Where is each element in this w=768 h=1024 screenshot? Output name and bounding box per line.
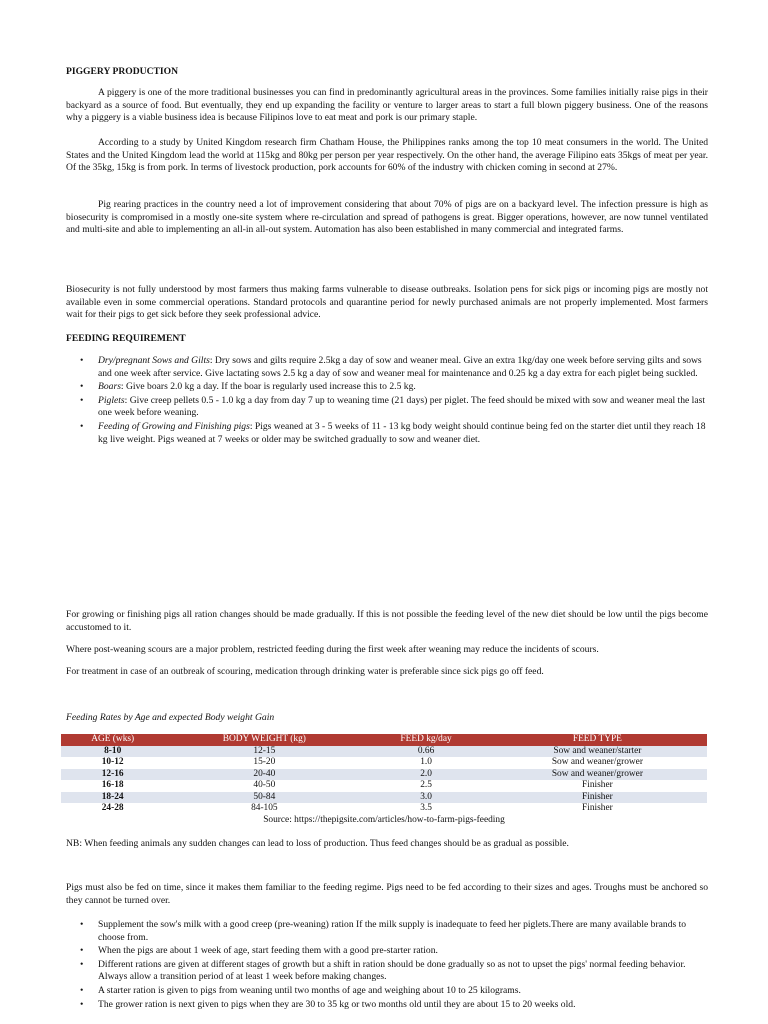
intro-paragraph-3: Pig rearing practices in the country need a lot of improvement considering that about 70% of pigs are on a backyard level. The infection pressure is high as biosecurity is compromised in a mostly one-site system where re-circulation and spread of pathogens is great. Bigger operations, however, are now tunnel ventilated and multi-site and able to implementing an all-in all-out system. Automation has also been established in many commercial and integrated farms.: [66, 199, 708, 236]
col-header-feed-rate: FEED kg/day: [364, 734, 487, 746]
col-header-body-weight: BODY WEIGHT (kg): [164, 734, 364, 746]
cell-feed-rate: 2.0: [364, 769, 487, 781]
table-source-row: [61, 815, 707, 827]
list-item: • Different rations are given at different stages of growth but a shift in ration should be done gradually so as not to upset the pigs' normal feeding behavior. Always allow a transition period of at least 1 week before making changes.: [66, 959, 708, 984]
cell-feed-rate: 1.0: [420, 757, 432, 767]
feeding-list: [66, 355, 708, 447]
table-row: [61, 780, 707, 792]
cell-feed-rate: 3.0: [364, 792, 487, 804]
cell-body-weight: 50-84: [164, 792, 364, 804]
list-item: • When the pigs are about 1 week of age, start feeding them with a good pre-starter ration.: [66, 945, 708, 958]
cell-feed-rate: 2.5: [420, 780, 432, 790]
cell-body-weight: 84-105: [251, 803, 278, 813]
feeding-rates-table: [61, 734, 707, 826]
biosecurity-paragraph: Biosecurity is not fully understood by most farmers thus making farms vulnerable to disease outbreaks. Isolation pens for sick pigs or incoming pigs are mostly not available even in some commercial operations. Standard protocols and quarantine period for newly purchased animals are not properly implemented. Most farmers wait for their pigs to get sick before they seek professional advice.: [66, 284, 708, 321]
cell-age: 10-12: [101, 757, 124, 767]
cell-feed-type: Finisher: [488, 792, 707, 804]
cell-age: 24-28: [101, 803, 124, 813]
cell-age: 16-18: [101, 780, 124, 790]
cell-body-weight: 12-15: [164, 746, 364, 758]
list-item: • Dry/pregnant Sows and Gilts: Dry sows and gilts require 2.5kg a day of sow and weaner meal. Give an extra 1kg/day one week before serving gilts and sows and one week after service. Give lactating sows 2.5 kg a day of sow and weaner meal for maintenance and 0.25 kg a day extra for each piglet being suckled.: [66, 355, 708, 380]
cell-age: 8-10: [61, 746, 164, 758]
cell-body-weight: 15-20: [253, 757, 276, 767]
cell-body-weight: 20-40: [164, 769, 364, 781]
cell-feed-type: Sow and weaner/grower: [551, 757, 643, 767]
cell-feed-type: Sow and weaner/starter: [488, 746, 707, 758]
cell-feed-rate: 3.5: [420, 803, 432, 813]
cell-body-weight: 40-50: [253, 780, 276, 790]
regime-paragraph: Pigs must also be fed on time, since it makes them familiar to the feeding regime. Pigs need to be fed according to their sizes and ages. Troughs must be anchored so they cannot be turned over.: [66, 882, 708, 906]
page-title: PIGGERY PRODUCTION: [66, 66, 179, 77]
table-row: [61, 769, 707, 781]
feeding-heading: FEEDING REQUIREMENT: [66, 333, 186, 344]
notes-paragraph-3: For treatment in case of an outbreak of scouring, medication through drinking water is preferable since sick pigs go off feed.: [66, 666, 544, 677]
table-row: [61, 757, 707, 769]
col-header-feed-type: FEED TYPE: [488, 734, 707, 746]
list-item: • Piglets: Give creep pellets 0.5 - 1.0 kg a day from day 7 up to weaning time (21 days) per piglet. The feed should be mixed with sow and weaner meal the last one week before weaning.: [66, 395, 708, 420]
notes-paragraph-1: For growing or finishing pigs all ration changes should be made gradually. If this is not possible the feeding level of the new diet should be low until the pigs become accustomed to it.: [66, 609, 708, 633]
cell-feed-type: Finisher: [582, 803, 613, 813]
list-item: • Supplement the sow's milk with a good creep (pre-weaning) ration If the milk supply is inadequate to feed her piglets.There are many available brands to choose from.: [66, 919, 708, 944]
table-header-row: [61, 734, 707, 746]
list-item: • A starter ration is given to pigs from weaning until two months of age and weighing about 10 to 25 kilograms.: [66, 985, 708, 998]
list-item: • Feeding of Growing and Finishing pigs: Pigs weaned at 3 - 5 weeks of 11 - 13 kg body weight should continue being fed on the starter diet until they reach 18 kg live weight. Pigs weaned at 7 weeks or older may be switched gradually to sow and weaner diet.: [66, 421, 708, 446]
list-item: • The grower ration is next given to pigs when they are 30 to 35 kg or two months old until they are about 15 to 20 weeks old.: [66, 999, 708, 1012]
table-caption: Feeding Rates by Age and expected Body weight Gain: [66, 712, 275, 723]
table-row: [61, 746, 707, 758]
table-source: Source: https://thepigsite.com/articles/how-to-farm-pigs-feeding: [61, 815, 707, 827]
intro-paragraph-2: According to a study by United Kingdom research firm Chatham House, the Philippines ranks among the top 10 meat consumers in the world. The United States and the United Kingdom lead the world at 115kg and 80kg per person per year respectively. On the other hand, the average Filipino eats 35kgs of meat per year. Of the 35kg, 15kg is from pork. In terms of livestock production, pork accounts for 60% of the industry with chicken coming in second at 27%.: [66, 137, 708, 174]
cell-age: 12-16: [61, 769, 164, 781]
cell-feed-type: Finisher: [582, 780, 613, 790]
notes-paragraph-2: Where post-weaning scours are a major problem, restricted feeding during the first week after weaning may reduce the incidents of scours.: [66, 644, 599, 655]
final-list: [66, 919, 708, 1012]
list-item: • Boars: Give boars 2.0 kg a day. If the boar is regularly used increase this to 2.5 kg.: [66, 381, 708, 394]
col-header-age: AGE (wks): [61, 734, 164, 746]
table-row: [61, 803, 707, 815]
table-row: [61, 792, 707, 804]
nb-paragraph: NB: When feeding animals any sudden changes can lead to loss of production. Thus feed changes should be as gradual as possible.: [66, 838, 569, 849]
cell-feed-rate: 0.66: [364, 746, 487, 758]
intro-paragraph-1: A piggery is one of the more traditional businesses you can find in predominantly agricultural areas in the provinces. Some families initially raise pigs in their backyard as a source of food. But eventually, they end up expanding the facility or venture to larger areas to start a full blown piggery business. One of the reasons why a piggery is a viable business idea is because Filipinos love to eat meat and pork is our primary staple.: [66, 87, 708, 124]
cell-age: 18-24: [61, 792, 164, 804]
cell-feed-type: Sow and weaner/grower: [488, 769, 707, 781]
